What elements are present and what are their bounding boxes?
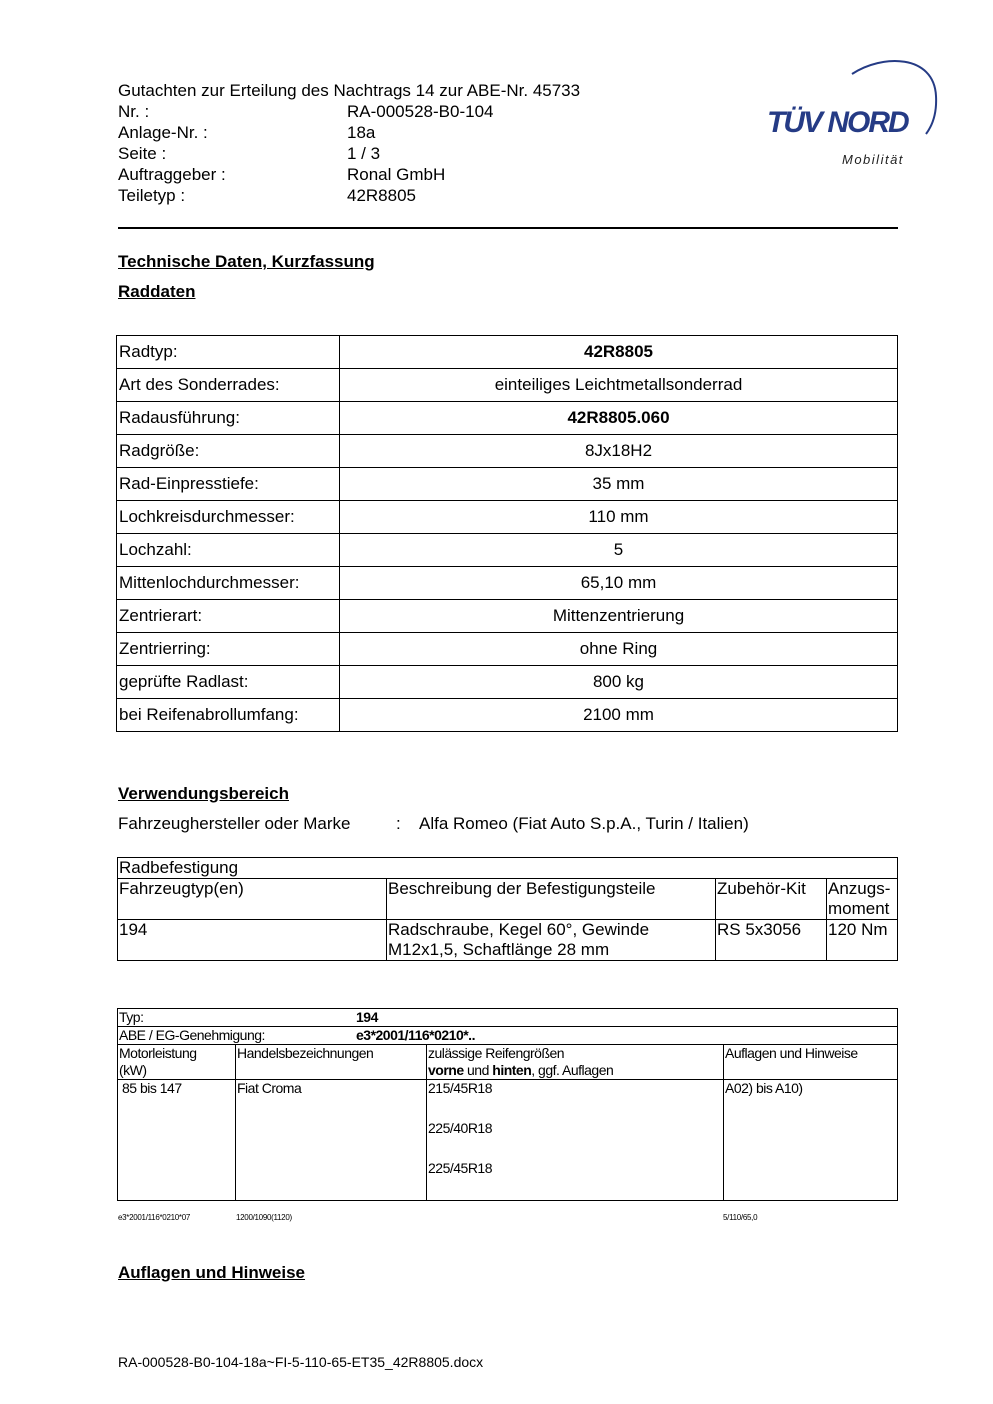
header-row-seite [118, 143, 580, 164]
document-header [118, 80, 580, 206]
header-row-auftraggeber [118, 164, 580, 185]
header-names: Handelsbezeichnungen [236, 1045, 427, 1080]
wheel-data-key: Art des Sonderrades: [117, 369, 340, 402]
tire-size: 225/45R18 [428, 1160, 493, 1176]
wheel-data-value: einteiliges Leichtmetallsonderrad [340, 369, 898, 402]
wheel-data-row [117, 369, 898, 402]
header-moment-line: moment [828, 899, 890, 918]
header-value: RA-000528-B0-104 [347, 102, 494, 121]
wheel-data-table [116, 335, 898, 732]
wheel-data-key: Rad-Einpresstiefe: [117, 468, 340, 501]
type-header-row [118, 1045, 898, 1080]
wheel-data-value: 65,10 mm [340, 567, 898, 600]
fastening-moment: 120 Nm [827, 920, 898, 961]
front-label: vorne [428, 1062, 464, 1078]
wheel-data-key: bei Reifenabrollumfang: [117, 699, 340, 732]
wheel-data-value: 800 kg [340, 666, 898, 699]
logo-wordmark: TÜV NORD [767, 106, 908, 139]
wheel-data-value: 35 mm [340, 468, 898, 501]
rear-label: hinten [492, 1062, 532, 1078]
wheel-data-row [117, 534, 898, 567]
header-tires-line2 [428, 1062, 722, 1079]
footnote-load: 1200/1090(1120) [236, 1213, 292, 1222]
fastening-desc-line: M12x1,5, Schaftlänge 28 mm [388, 940, 610, 959]
wheel-data-key: Zentrierring: [117, 633, 340, 666]
wheel-data-key: geprüfte Radlast: [117, 666, 340, 699]
fastening-desc [387, 920, 716, 961]
type-data-row [118, 1080, 898, 1201]
wheel-data-row [117, 468, 898, 501]
footnote-bolt: 5/110/65,0 [723, 1213, 758, 1222]
wheel-data-key: Zentrierart: [117, 600, 340, 633]
abe-row [118, 1027, 898, 1045]
fastening-header-row [118, 879, 898, 920]
header-value: 1 / 3 [347, 144, 381, 163]
wheel-data-key: Mittenlochdurchmesser: [117, 567, 340, 600]
abe-label: ABE / EG-Genehmigung: [119, 1027, 265, 1043]
fastening-header-kit: Zubehör-Kit [716, 879, 827, 920]
abe-cell [118, 1027, 898, 1045]
wheel-data-row [117, 336, 898, 369]
typ-row [118, 1009, 898, 1027]
fastening-type: 194 [118, 920, 387, 961]
wheel-data-row [117, 501, 898, 534]
wheel-data-key: Radgröße: [117, 435, 340, 468]
tires-value [427, 1080, 724, 1201]
notes-value: A02) bis A10) [724, 1080, 898, 1201]
wheel-data-key: Radtyp: [117, 336, 340, 369]
wheel-data-row [117, 600, 898, 633]
wheel-data-value: 2100 mm [340, 699, 898, 732]
header-value: 18a [347, 123, 376, 142]
abe-value: e3*2001/116*0210*.. [356, 1027, 475, 1043]
header-power [118, 1045, 236, 1080]
fastening-data-row [118, 920, 898, 961]
fastening-title: Radbefestigung [118, 858, 898, 879]
header-tires [427, 1045, 724, 1080]
tire-size: 215/45R18 [428, 1080, 493, 1096]
usage-value: Alfa Romeo (Fiat Auto S.p.A., Turin / Italien) [419, 814, 749, 833]
header-value: 42R8805 [347, 186, 417, 205]
header-row-nr [118, 101, 580, 122]
header-label: Nr. : [118, 102, 150, 121]
wheel-data-value: 42R8805.060 [340, 402, 898, 435]
name-value: Fiat Croma [236, 1080, 427, 1201]
header-power-line: Motorleistung [119, 1045, 197, 1061]
header-moment-line: Anzugs- [828, 879, 891, 898]
wheel-data-key: Lochzahl: [117, 534, 340, 567]
tires-rest-label: , ggf. Auflagen [531, 1062, 614, 1078]
footnote-approval: e3*2001/116*0210*07 [118, 1213, 191, 1222]
document-title: Gutachten zur Erteilung des Nachtrags 14 zur ABE-Nr. 45733 [118, 81, 581, 100]
header-label: Teiletyp : [118, 186, 186, 205]
header-label: Seite : [118, 144, 167, 163]
usage-separator: : [396, 814, 401, 833]
wheel-data-value: Mittenzentrierung [340, 600, 898, 633]
header-label: Auftraggeber : [118, 165, 226, 184]
wheel-data-row [117, 567, 898, 600]
wheel-data-key: Radausführung: [117, 402, 340, 435]
footer-filename: RA-000528-B0-104-18a~FI-5-110-65-ET35_42R8805.docx [118, 1354, 484, 1370]
section-heading-notes: Auflagen und Hinweise [118, 1263, 306, 1282]
header-tires-line: zulässige Reifengrößen [428, 1045, 565, 1061]
header-value: Ronal GmbH [347, 165, 446, 184]
wheel-data-row [117, 402, 898, 435]
wheel-data-value: 5 [340, 534, 898, 567]
header-divider [118, 227, 898, 229]
header-label: Anlage-Nr. : [118, 123, 208, 142]
header-row-teiletyp [118, 185, 580, 206]
header-notes: Auflagen und Hinweise [724, 1045, 898, 1080]
type-approval-table [117, 1008, 898, 1201]
header-power-line: (kW) [119, 1062, 147, 1078]
fastening-title-row [118, 858, 898, 879]
fastening-table [117, 857, 898, 961]
header-row-anlage [118, 122, 580, 143]
typ-label: Typ: [119, 1009, 144, 1025]
wheel-data-key: Lochkreisdurchmesser: [117, 501, 340, 534]
fastening-header-desc: Beschreibung der Befestigungsteile [387, 879, 716, 920]
fastening-header-moment [827, 879, 898, 920]
logo-subtitle: Mobilität [842, 152, 904, 167]
wheel-data-value: 8Jx18H2 [340, 435, 898, 468]
section-heading-technical: Technische Daten, Kurzfassung [118, 252, 375, 271]
and-label: und [467, 1062, 489, 1078]
usage-label: Fahrzeughersteller oder Marke [118, 814, 351, 833]
wheel-data-row [117, 633, 898, 666]
wheel-data-row [117, 666, 898, 699]
tire-size: 225/40R18 [428, 1120, 493, 1136]
wheel-data-value: 42R8805 [340, 336, 898, 369]
wheel-data-value: ohne Ring [340, 633, 898, 666]
typ-value: 194 [356, 1009, 378, 1025]
wheel-data-row [117, 435, 898, 468]
wheel-data-value: 110 mm [340, 501, 898, 534]
fastening-desc-line: Radschraube, Kegel 60°, Gewinde [388, 920, 650, 939]
fastening-header-type: Fahrzeugtyp(en) [118, 879, 387, 920]
section-heading-usage: Verwendungsbereich [118, 784, 289, 803]
usage-line [118, 814, 749, 834]
tuv-nord-logo [762, 56, 942, 171]
fastening-kit: RS 5x3056 [716, 920, 827, 961]
typ-cell [118, 1009, 898, 1027]
section-heading-wheel: Raddaten [118, 282, 196, 301]
wheel-data-row [117, 699, 898, 732]
power-value: 85 bis 147 [118, 1080, 236, 1201]
